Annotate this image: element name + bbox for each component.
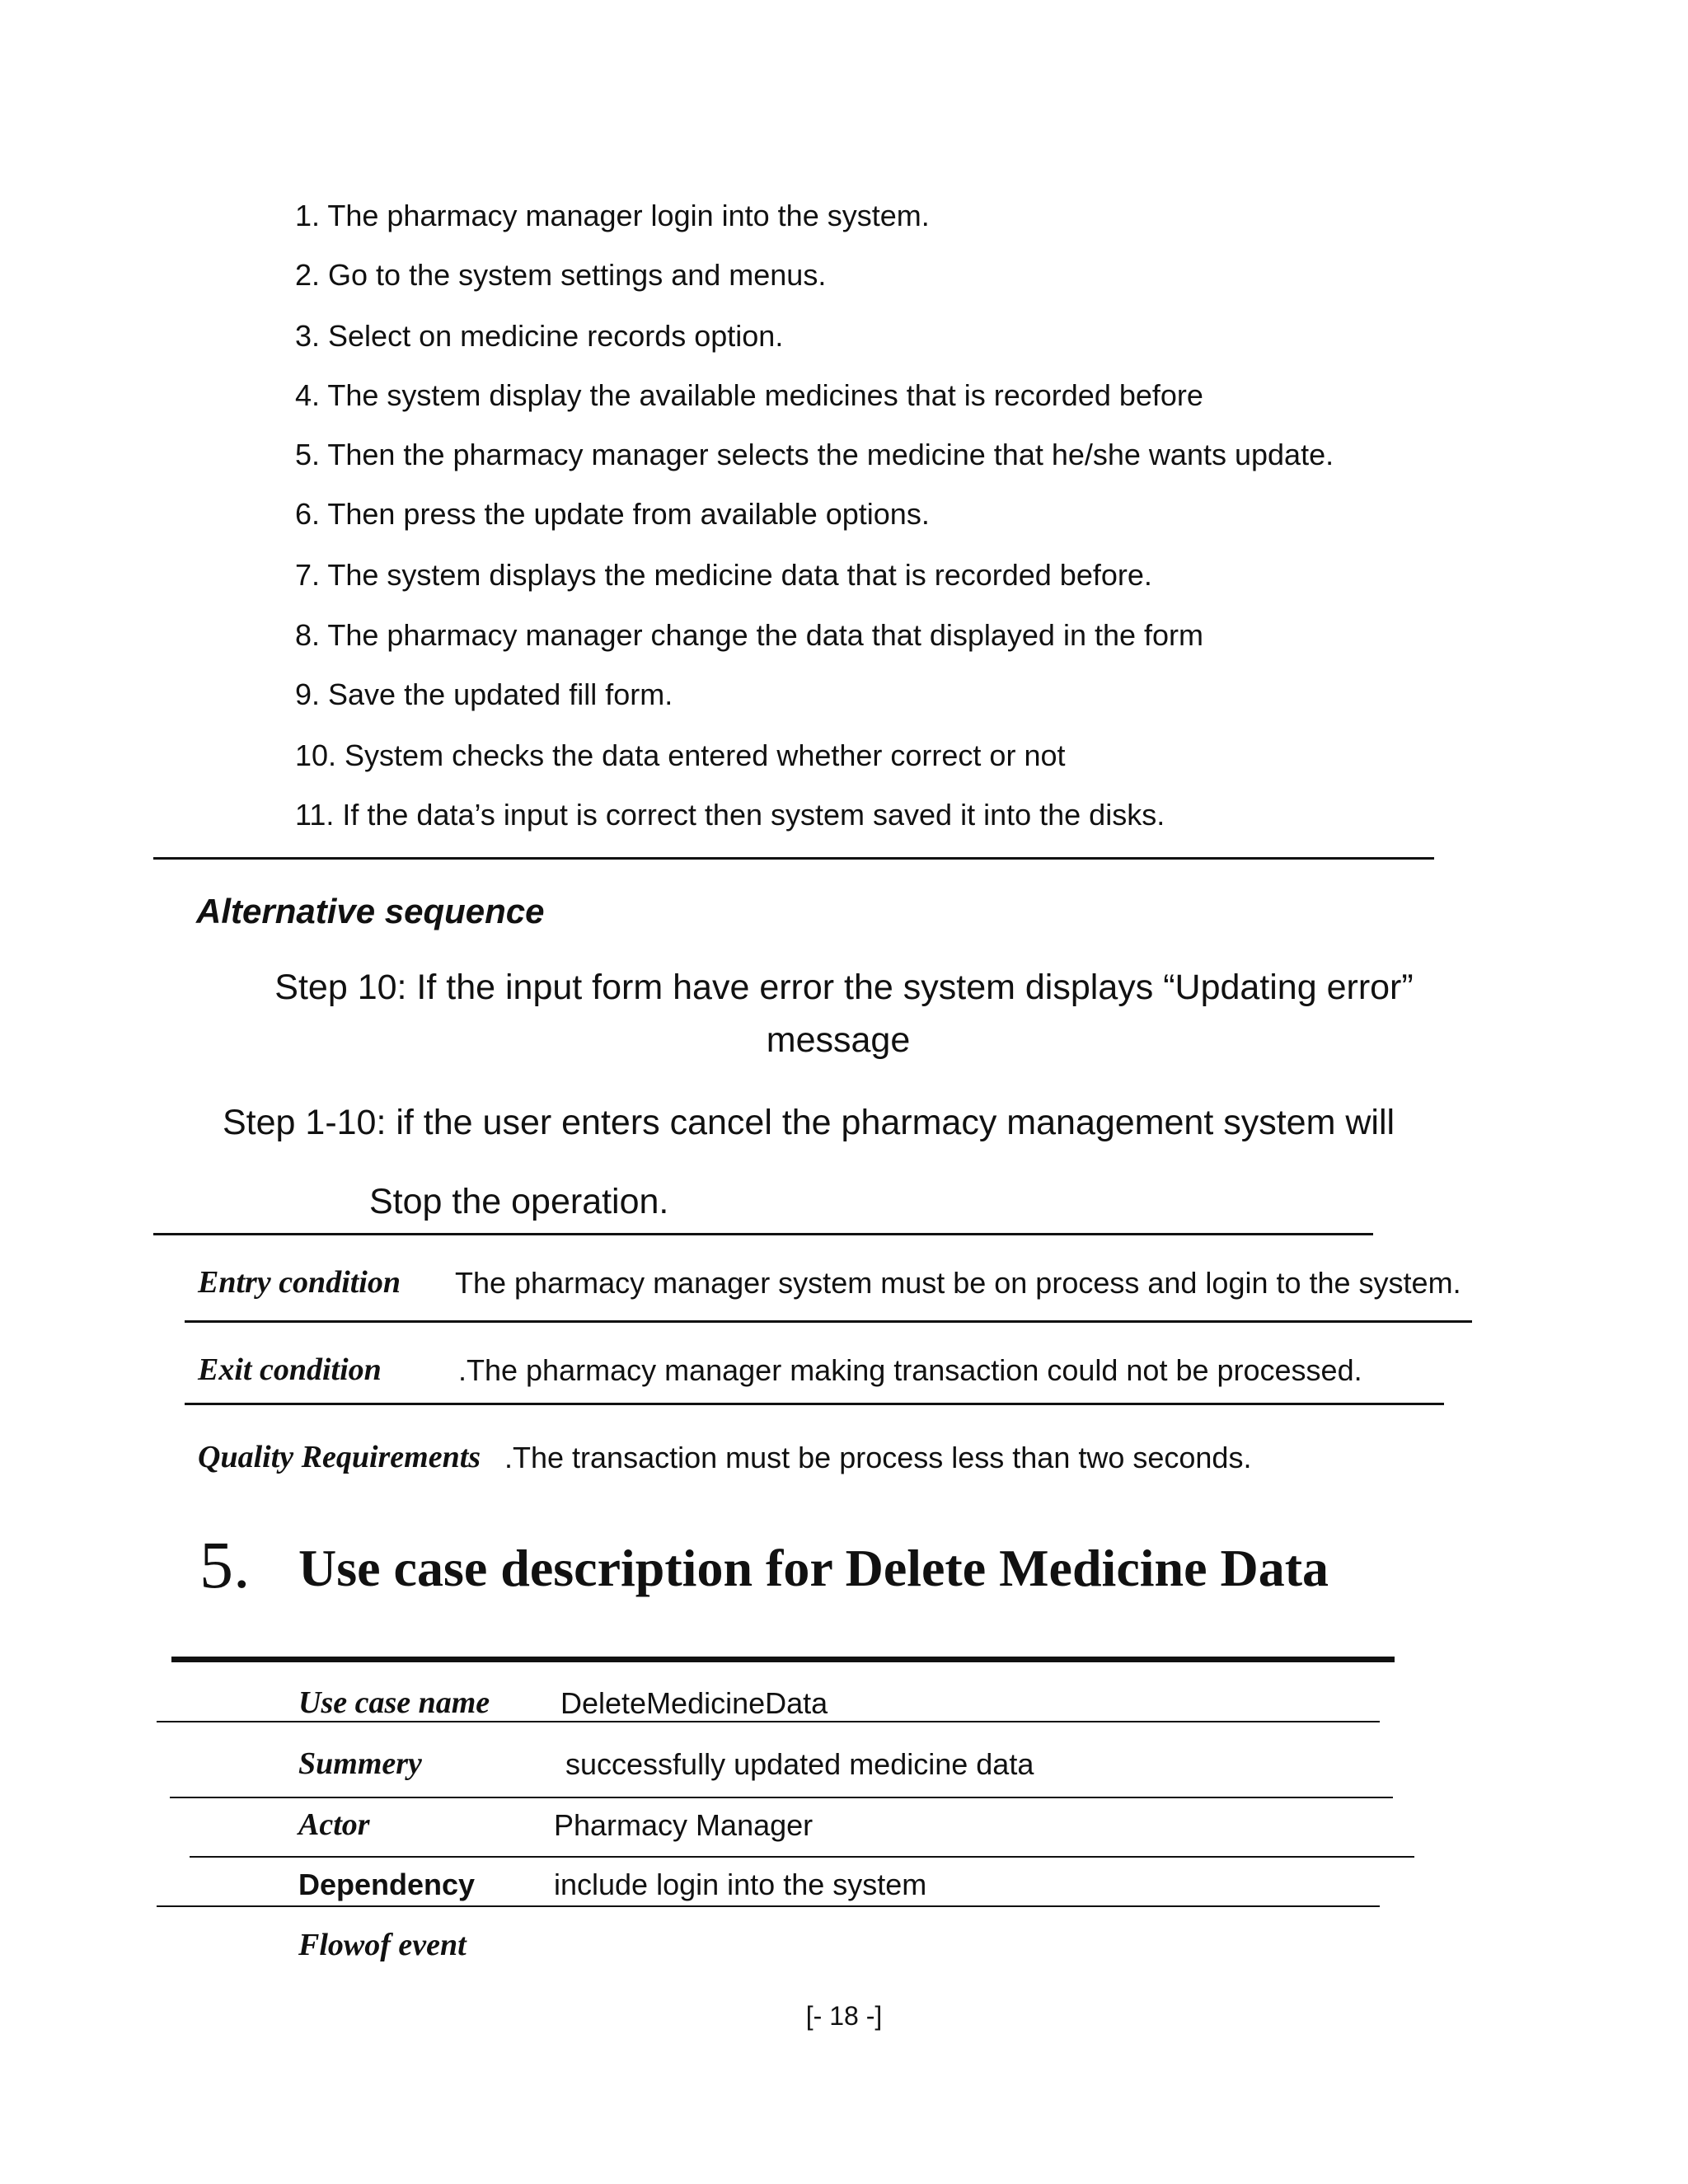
- flow-step-4: 4. The system display the available medicines that is recorded before: [295, 378, 1203, 412]
- actor-value: Pharmacy Manager: [554, 1808, 814, 1842]
- summary-value: successfully updated medicine data: [565, 1747, 1034, 1781]
- divider-after-steps: [153, 857, 1434, 860]
- table-rule-2: [170, 1797, 1393, 1798]
- quality-requirements-label: Quality Requirements: [198, 1440, 481, 1474]
- flow-step-7: 7. The system displays the medicine data that is recorded before.: [295, 558, 1152, 592]
- section-thick-rule: [171, 1657, 1395, 1662]
- flow-step-6: 6. Then press the update from available options.: [295, 497, 930, 531]
- flow-step-9: 9. Save the updated fill form.: [295, 677, 673, 711]
- flow-of-event-label: Flowof event: [298, 1928, 467, 1962]
- page-number: [- 18 -]: [805, 2001, 883, 2031]
- actor-label: Actor: [298, 1807, 370, 1842]
- alternative-sequence-heading: Alternative sequence: [196, 892, 545, 930]
- table-rule-4: [157, 1905, 1380, 1907]
- dependency-label: Dependency: [298, 1868, 476, 1901]
- alternative-step-1-10-line1: Step 1-10: if the user enters cancel the pharmacy management system will: [223, 1103, 1395, 1142]
- alternative-step-10-line2: message: [766, 1020, 911, 1060]
- section-number: 5.: [199, 1527, 251, 1602]
- table-rule-1: [157, 1721, 1380, 1722]
- section-title: Use case description for Delete Medicine Data: [298, 1539, 1329, 1597]
- flow-step-11: 11. If the data’s input is correct then system saved it into the disks.: [295, 798, 1165, 832]
- exit-condition-text: .The pharmacy manager making transaction could not be processed.: [458, 1353, 1362, 1387]
- entry-condition-text: The pharmacy manager system must be on process and login to the system.: [455, 1266, 1461, 1300]
- summary-label: Summery: [298, 1746, 422, 1781]
- entry-condition-label: Entry condition: [198, 1265, 401, 1300]
- quality-requirements-text: .The transaction must be process less than two seconds.: [504, 1441, 1252, 1474]
- dependency-value: include login into the system: [554, 1868, 927, 1901]
- divider-after-entry: [185, 1320, 1472, 1323]
- flow-step-2: 2. Go to the system settings and menus.: [295, 258, 827, 292]
- flow-step-3: 3. Select on medicine records option.: [295, 319, 784, 353]
- flow-step-10: 10. System checks the data entered whether correct or not: [295, 738, 1066, 772]
- divider-after-exit: [185, 1403, 1444, 1405]
- divider-after-alternative: [153, 1233, 1373, 1235]
- exit-condition-label: Exit condition: [198, 1352, 382, 1387]
- table-rule-3: [190, 1856, 1414, 1858]
- flow-step-5: 5. Then the pharmacy manager selects the medicine that he/she wants update.: [295, 438, 1334, 471]
- use-case-name-label: Use case name: [298, 1685, 490, 1720]
- flow-step-8: 8. The pharmacy manager change the data that displayed in the form: [295, 618, 1204, 652]
- flow-step-1: 1. The pharmacy manager login into the system.: [295, 199, 930, 232]
- alternative-step-10-line1: Step 10: If the input form have error the system displays “Updating error”: [274, 968, 1414, 1007]
- use-case-name-value: DeleteMedicineData: [560, 1686, 828, 1720]
- alternative-step-1-10-line2: Stop the operation.: [369, 1182, 669, 1221]
